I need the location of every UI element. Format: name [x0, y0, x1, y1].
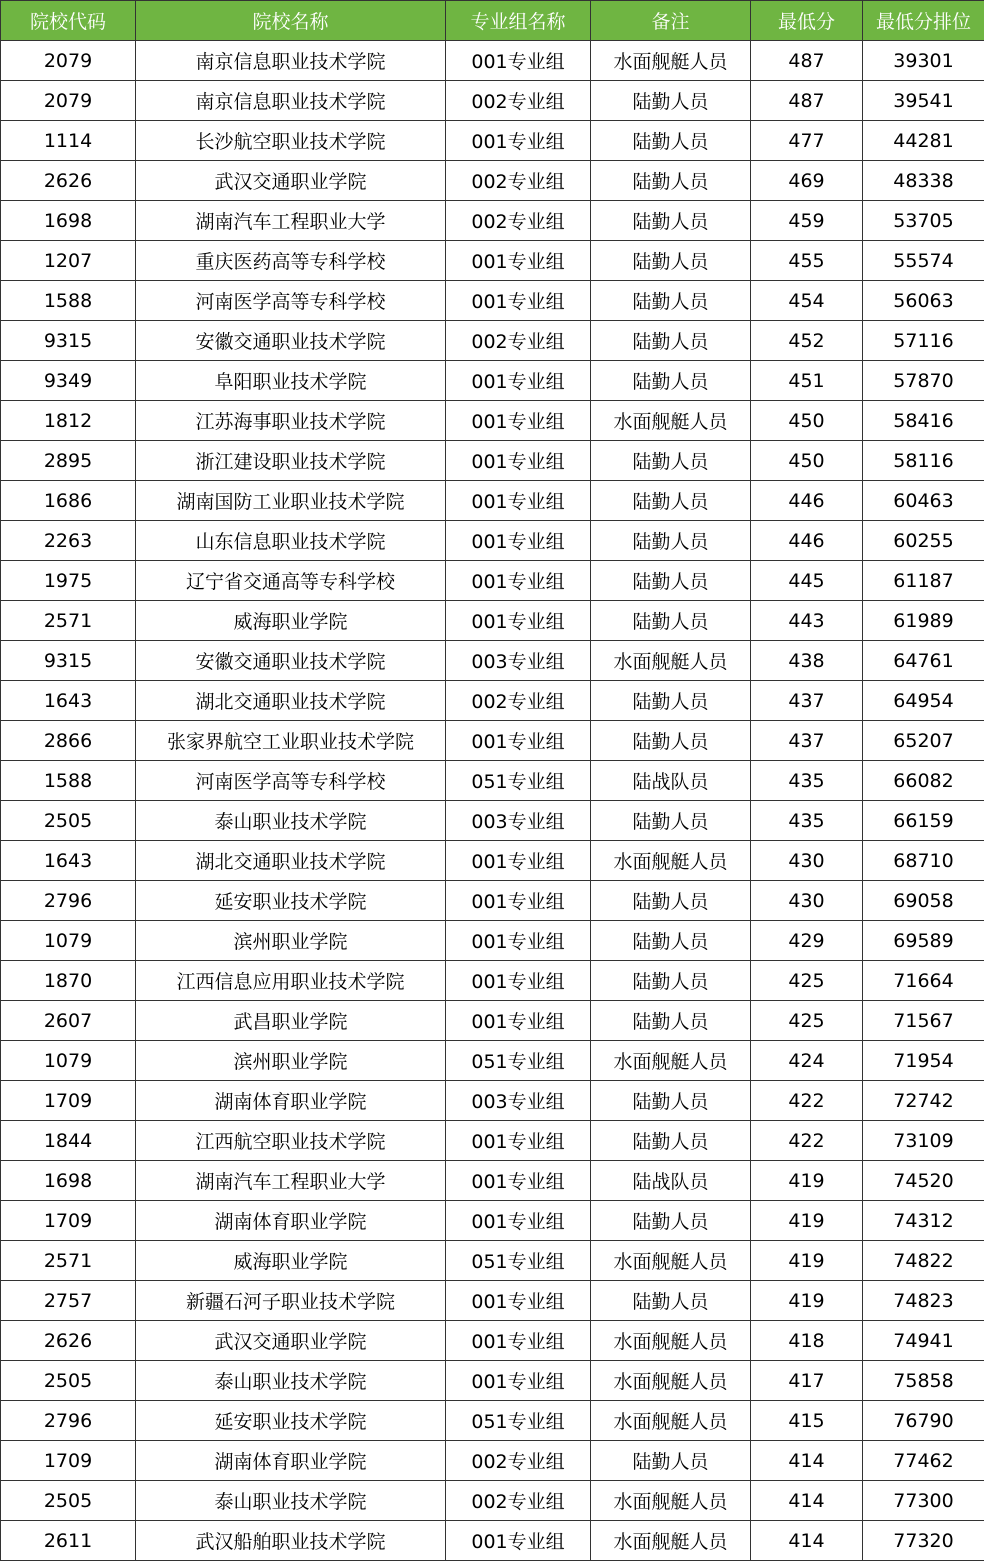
- cell-min-rank: 61989: [863, 601, 984, 641]
- cell-major-group: 002专业组: [446, 201, 591, 241]
- cell-school-code: 2757: [1, 1281, 136, 1321]
- cell-school-code: 2505: [1, 1361, 136, 1401]
- cell-min-score: 419: [751, 1161, 863, 1201]
- table-row: [1, 1361, 984, 1401]
- cell-min-rank: 58116: [863, 441, 984, 481]
- table-row: [1, 121, 984, 161]
- cell-min-score: 450: [751, 401, 863, 441]
- cell-remark: 陆勤人员: [591, 801, 751, 841]
- cell-school-code: 1812: [1, 401, 136, 441]
- cell-remark: 水面舰艇人员: [591, 1481, 751, 1521]
- cell-min-score: 425: [751, 961, 863, 1001]
- table-row: [1, 1001, 984, 1041]
- cell-major-group: 001专业组: [446, 1321, 591, 1361]
- cell-school-code: 2626: [1, 161, 136, 201]
- cell-remark: 陆勤人员: [591, 601, 751, 641]
- cell-min-score: 445: [751, 561, 863, 601]
- cell-school-name: 湖南汽车工程职业大学: [136, 201, 446, 241]
- cell-school-name: 安徽交通职业技术学院: [136, 321, 446, 361]
- cell-school-name: 武汉交通职业学院: [136, 161, 446, 201]
- table-row: [1, 1481, 984, 1521]
- cell-school-code: 1698: [1, 201, 136, 241]
- cell-major-group: 051专业组: [446, 1041, 591, 1081]
- cell-school-code: 1709: [1, 1081, 136, 1121]
- cell-major-group: 001专业组: [446, 841, 591, 881]
- cell-remark: 水面舰艇人员: [591, 1361, 751, 1401]
- cell-major-group: 001专业组: [446, 1001, 591, 1041]
- cell-major-group: 001专业组: [446, 1521, 591, 1561]
- cell-min-rank: 69589: [863, 921, 984, 961]
- cell-min-rank: 74941: [863, 1321, 984, 1361]
- cell-min-score: 419: [751, 1201, 863, 1241]
- cell-remark: 陆勤人员: [591, 241, 751, 281]
- cell-remark: 陆勤人员: [591, 81, 751, 121]
- cell-school-name: 威海职业学院: [136, 601, 446, 641]
- cell-school-name: 新疆石河子职业技术学院: [136, 1281, 446, 1321]
- cell-school-name: 南京信息职业技术学院: [136, 41, 446, 81]
- cell-min-score: 430: [751, 881, 863, 921]
- cell-min-rank: 74312: [863, 1201, 984, 1241]
- cell-min-score: 435: [751, 761, 863, 801]
- table-row: [1, 681, 984, 721]
- cell-school-name: 泰山职业技术学院: [136, 1481, 446, 1521]
- cell-major-group: 002专业组: [446, 81, 591, 121]
- cell-min-score: 419: [751, 1241, 863, 1281]
- cell-major-group: 002专业组: [446, 321, 591, 361]
- cell-min-rank: 61187: [863, 561, 984, 601]
- cell-school-code: 9315: [1, 641, 136, 681]
- cell-min-score: 487: [751, 81, 863, 121]
- cell-remark: 陆勤人员: [591, 721, 751, 761]
- cell-school-name: 湖南体育职业学院: [136, 1441, 446, 1481]
- cell-school-code: 2866: [1, 721, 136, 761]
- cell-min-rank: 39541: [863, 81, 984, 121]
- header-min-rank: 最低分排位: [863, 1, 984, 41]
- table-row: [1, 921, 984, 961]
- table-row: [1, 641, 984, 681]
- cell-min-rank: 74822: [863, 1241, 984, 1281]
- cell-min-score: 419: [751, 1281, 863, 1321]
- cell-major-group: 001专业组: [446, 1361, 591, 1401]
- cell-min-score: 446: [751, 481, 863, 521]
- cell-min-rank: 74823: [863, 1281, 984, 1321]
- cell-school-name: 武汉船舶职业技术学院: [136, 1521, 446, 1561]
- cell-school-name: 武昌职业学院: [136, 1001, 446, 1041]
- cell-school-name: 河南医学高等专科学校: [136, 761, 446, 801]
- cell-school-code: 1079: [1, 921, 136, 961]
- table-row: [1, 201, 984, 241]
- cell-school-name: 江西信息应用职业技术学院: [136, 961, 446, 1001]
- table-row: [1, 721, 984, 761]
- cell-min-rank: 75858: [863, 1361, 984, 1401]
- cell-major-group: 001专业组: [446, 121, 591, 161]
- cell-school-code: 1643: [1, 681, 136, 721]
- cell-remark: 陆勤人员: [591, 961, 751, 1001]
- cell-remark: 陆勤人员: [591, 921, 751, 961]
- cell-school-code: 2571: [1, 1241, 136, 1281]
- cell-major-group: 001专业组: [446, 41, 591, 81]
- header-school-code: 院校代码: [1, 1, 136, 41]
- cell-major-group: 002专业组: [446, 1481, 591, 1521]
- cell-min-rank: 57870: [863, 361, 984, 401]
- cell-school-name: 滨州职业学院: [136, 1041, 446, 1081]
- cell-school-name: 浙江建设职业技术学院: [136, 441, 446, 481]
- cell-major-group: 051专业组: [446, 761, 591, 801]
- cell-min-rank: 74520: [863, 1161, 984, 1201]
- cell-major-group: 001专业组: [446, 281, 591, 321]
- cell-school-code: 1975: [1, 561, 136, 601]
- cell-major-group: 051专业组: [446, 1241, 591, 1281]
- table-row: [1, 281, 984, 321]
- cell-school-name: 山东信息职业技术学院: [136, 521, 446, 561]
- cell-remark: 陆勤人员: [591, 1001, 751, 1041]
- table-row: [1, 81, 984, 121]
- cell-remark: 水面舰艇人员: [591, 1041, 751, 1081]
- cell-remark: 水面舰艇人员: [591, 641, 751, 681]
- cell-min-rank: 77462: [863, 1441, 984, 1481]
- cell-major-group: 002专业组: [446, 681, 591, 721]
- cell-min-rank: 39301: [863, 41, 984, 81]
- cell-school-code: 1686: [1, 481, 136, 521]
- header-row: [1, 1, 984, 41]
- cell-min-rank: 71567: [863, 1001, 984, 1041]
- cell-school-name: 滨州职业学院: [136, 921, 446, 961]
- cell-school-name: 延安职业技术学院: [136, 1401, 446, 1441]
- table-row: [1, 561, 984, 601]
- cell-school-code: 2079: [1, 81, 136, 121]
- cell-min-rank: 48338: [863, 161, 984, 201]
- table-row: [1, 841, 984, 881]
- cell-remark: 陆勤人员: [591, 161, 751, 201]
- cell-major-group: 001专业组: [446, 601, 591, 641]
- cell-school-code: 1709: [1, 1201, 136, 1241]
- cell-min-score: 425: [751, 1001, 863, 1041]
- table-row: [1, 881, 984, 921]
- cell-school-name: 湖南汽车工程职业大学: [136, 1161, 446, 1201]
- cell-remark: 陆勤人员: [591, 481, 751, 521]
- cell-min-score: 450: [751, 441, 863, 481]
- cell-min-score: 435: [751, 801, 863, 841]
- table-row: [1, 1121, 984, 1161]
- table-row: [1, 1521, 984, 1561]
- table-row: [1, 401, 984, 441]
- cell-remark: 陆勤人员: [591, 1441, 751, 1481]
- cell-major-group: 001专业组: [446, 481, 591, 521]
- cell-school-code: 2611: [1, 1521, 136, 1561]
- cell-min-score: 414: [751, 1441, 863, 1481]
- cell-school-code: 9349: [1, 361, 136, 401]
- cell-school-code: 1643: [1, 841, 136, 881]
- cell-min-rank: 71954: [863, 1041, 984, 1081]
- cell-major-group: 051专业组: [446, 1401, 591, 1441]
- cell-school-name: 安徽交通职业技术学院: [136, 641, 446, 681]
- cell-major-group: 003专业组: [446, 1081, 591, 1121]
- table-row: [1, 521, 984, 561]
- cell-min-score: 455: [751, 241, 863, 281]
- cell-school-name: 湖北交通职业技术学院: [136, 681, 446, 721]
- cell-school-code: 1698: [1, 1161, 136, 1201]
- cell-remark: 陆勤人员: [591, 561, 751, 601]
- cell-major-group: 002专业组: [446, 161, 591, 201]
- cell-min-score: 417: [751, 1361, 863, 1401]
- cell-min-rank: 60463: [863, 481, 984, 521]
- cell-remark: 陆勤人员: [591, 1081, 751, 1121]
- cell-min-score: 437: [751, 721, 863, 761]
- cell-remark: 水面舰艇人员: [591, 1521, 751, 1561]
- table-row: [1, 601, 984, 641]
- table-row: [1, 961, 984, 1001]
- cell-min-rank: 53705: [863, 201, 984, 241]
- header-min-score: 最低分: [751, 1, 863, 41]
- cell-remark: 陆勤人员: [591, 361, 751, 401]
- cell-min-score: 438: [751, 641, 863, 681]
- cell-min-score: 429: [751, 921, 863, 961]
- cell-school-name: 张家界航空工业职业技术学院: [136, 721, 446, 761]
- cell-remark: 陆战队员: [591, 761, 751, 801]
- cell-major-group: 001专业组: [446, 1161, 591, 1201]
- cell-school-code: 1588: [1, 281, 136, 321]
- cell-min-rank: 55574: [863, 241, 984, 281]
- cell-remark: 陆勤人员: [591, 281, 751, 321]
- table-row: [1, 41, 984, 81]
- cell-min-rank: 76790: [863, 1401, 984, 1441]
- cell-school-code: 1709: [1, 1441, 136, 1481]
- table-row: [1, 1401, 984, 1441]
- cell-min-rank: 71664: [863, 961, 984, 1001]
- table-body: [1, 41, 984, 1561]
- cell-min-rank: 77320: [863, 1521, 984, 1561]
- table-row: [1, 1281, 984, 1321]
- cell-remark: 陆勤人员: [591, 121, 751, 161]
- cell-school-name: 长沙航空职业技术学院: [136, 121, 446, 161]
- cell-min-rank: 44281: [863, 121, 984, 161]
- cell-school-name: 江苏海事职业技术学院: [136, 401, 446, 441]
- cell-school-code: 2505: [1, 801, 136, 841]
- cell-min-rank: 72742: [863, 1081, 984, 1121]
- table-row: [1, 241, 984, 281]
- cell-min-score: 422: [751, 1081, 863, 1121]
- cell-school-code: 1588: [1, 761, 136, 801]
- cell-school-code: 2796: [1, 881, 136, 921]
- cell-major-group: 002专业组: [446, 1441, 591, 1481]
- cell-min-rank: 64761: [863, 641, 984, 681]
- cell-min-score: 459: [751, 201, 863, 241]
- table-row: [1, 481, 984, 521]
- cell-major-group: 001专业组: [446, 961, 591, 1001]
- cell-school-name: 湖北交通职业技术学院: [136, 841, 446, 881]
- cell-min-score: 424: [751, 1041, 863, 1081]
- cell-major-group: 001专业组: [446, 1121, 591, 1161]
- cell-school-code: 2079: [1, 41, 136, 81]
- cell-remark: 水面舰艇人员: [591, 401, 751, 441]
- cell-remark: 陆勤人员: [591, 1281, 751, 1321]
- table-row: [1, 361, 984, 401]
- cell-school-code: 2505: [1, 1481, 136, 1521]
- cell-remark: 陆勤人员: [591, 681, 751, 721]
- table-row: [1, 1161, 984, 1201]
- cell-min-score: 437: [751, 681, 863, 721]
- cell-school-code: 2895: [1, 441, 136, 481]
- cell-school-name: 湖南体育职业学院: [136, 1081, 446, 1121]
- cell-remark: 陆战队员: [591, 1161, 751, 1201]
- cell-school-name: 泰山职业技术学院: [136, 1361, 446, 1401]
- cell-remark: 陆勤人员: [591, 321, 751, 361]
- cell-major-group: 001专业组: [446, 361, 591, 401]
- cell-min-score: 415: [751, 1401, 863, 1441]
- cell-min-rank: 68710: [863, 841, 984, 881]
- table-row: [1, 1241, 984, 1281]
- cell-min-score: 477: [751, 121, 863, 161]
- cell-major-group: 001专业组: [446, 1201, 591, 1241]
- cell-min-rank: 65207: [863, 721, 984, 761]
- table-row: [1, 801, 984, 841]
- cell-remark: 陆勤人员: [591, 1201, 751, 1241]
- cell-school-name: 河南医学高等专科学校: [136, 281, 446, 321]
- cell-min-score: 469: [751, 161, 863, 201]
- cell-min-score: 422: [751, 1121, 863, 1161]
- cell-min-score: 446: [751, 521, 863, 561]
- cell-major-group: 001专业组: [446, 881, 591, 921]
- cell-major-group: 001专业组: [446, 921, 591, 961]
- cell-min-score: 430: [751, 841, 863, 881]
- cell-min-score: 452: [751, 321, 863, 361]
- cell-remark: 陆勤人员: [591, 441, 751, 481]
- cell-major-group: 001专业组: [446, 721, 591, 761]
- cell-school-code: 1844: [1, 1121, 136, 1161]
- cell-school-name: 南京信息职业技术学院: [136, 81, 446, 121]
- cell-min-rank: 69058: [863, 881, 984, 921]
- cell-min-score: 414: [751, 1521, 863, 1561]
- cell-min-rank: 73109: [863, 1121, 984, 1161]
- cell-major-group: 001专业组: [446, 561, 591, 601]
- cell-min-score: 443: [751, 601, 863, 641]
- table-row: [1, 1081, 984, 1121]
- table-row: [1, 1441, 984, 1481]
- cell-min-rank: 56063: [863, 281, 984, 321]
- cell-school-name: 辽宁省交通高等专科学校: [136, 561, 446, 601]
- table-row: [1, 1201, 984, 1241]
- cell-school-name: 重庆医药高等专科学校: [136, 241, 446, 281]
- cell-school-name: 威海职业学院: [136, 1241, 446, 1281]
- cell-remark: 水面舰艇人员: [591, 41, 751, 81]
- cell-school-code: 1870: [1, 961, 136, 1001]
- cell-min-score: 418: [751, 1321, 863, 1361]
- cell-school-name: 延安职业技术学院: [136, 881, 446, 921]
- cell-remark: 水面舰艇人员: [591, 1321, 751, 1361]
- cell-major-group: 003专业组: [446, 801, 591, 841]
- cell-school-code: 1079: [1, 1041, 136, 1081]
- cell-school-name: 湖南国防工业职业技术学院: [136, 481, 446, 521]
- cell-school-name: 泰山职业技术学院: [136, 801, 446, 841]
- table-row: [1, 761, 984, 801]
- cell-school-name: 武汉交通职业学院: [136, 1321, 446, 1361]
- cell-school-name: 湖南体育职业学院: [136, 1201, 446, 1241]
- cell-school-code: 2263: [1, 521, 136, 561]
- table-row: [1, 1041, 984, 1081]
- cell-min-rank: 58416: [863, 401, 984, 441]
- cell-school-code: 1207: [1, 241, 136, 281]
- header-school-name: 院校名称: [136, 1, 446, 41]
- table-row: [1, 161, 984, 201]
- table-row: [1, 321, 984, 361]
- cell-school-code: 1114: [1, 121, 136, 161]
- cell-remark: 水面舰艇人员: [591, 841, 751, 881]
- cell-major-group: 001专业组: [446, 241, 591, 281]
- header-remark: 备注: [591, 1, 751, 41]
- header-major-group: 专业组名称: [446, 1, 591, 41]
- cell-min-score: 414: [751, 1481, 863, 1521]
- cell-remark: 水面舰艇人员: [591, 1241, 751, 1281]
- cell-school-code: 9315: [1, 321, 136, 361]
- cell-remark: 陆勤人员: [591, 521, 751, 561]
- cell-school-name: 江西航空职业技术学院: [136, 1121, 446, 1161]
- cell-major-group: 001专业组: [446, 401, 591, 441]
- cell-remark: 陆勤人员: [591, 201, 751, 241]
- cell-school-code: 2796: [1, 1401, 136, 1441]
- cell-min-rank: 66082: [863, 761, 984, 801]
- cell-min-score: 454: [751, 281, 863, 321]
- cell-min-rank: 64954: [863, 681, 984, 721]
- cell-major-group: 003专业组: [446, 641, 591, 681]
- table-row: [1, 1321, 984, 1361]
- cell-school-code: 2571: [1, 601, 136, 641]
- cell-min-rank: 57116: [863, 321, 984, 361]
- cell-remark: 水面舰艇人员: [591, 1401, 751, 1441]
- cell-min-rank: 60255: [863, 521, 984, 561]
- cell-min-rank: 77300: [863, 1481, 984, 1521]
- cell-school-name: 阜阳职业技术学院: [136, 361, 446, 401]
- cell-major-group: 001专业组: [446, 521, 591, 561]
- cell-school-code: 2626: [1, 1321, 136, 1361]
- cell-major-group: 001专业组: [446, 441, 591, 481]
- cell-major-group: 001专业组: [446, 1281, 591, 1321]
- cell-remark: 陆勤人员: [591, 881, 751, 921]
- cell-min-score: 487: [751, 41, 863, 81]
- table-row: [1, 441, 984, 481]
- cell-remark: 陆勤人员: [591, 1121, 751, 1161]
- cell-min-score: 451: [751, 361, 863, 401]
- cell-min-rank: 66159: [863, 801, 984, 841]
- cell-school-code: 2607: [1, 1001, 136, 1041]
